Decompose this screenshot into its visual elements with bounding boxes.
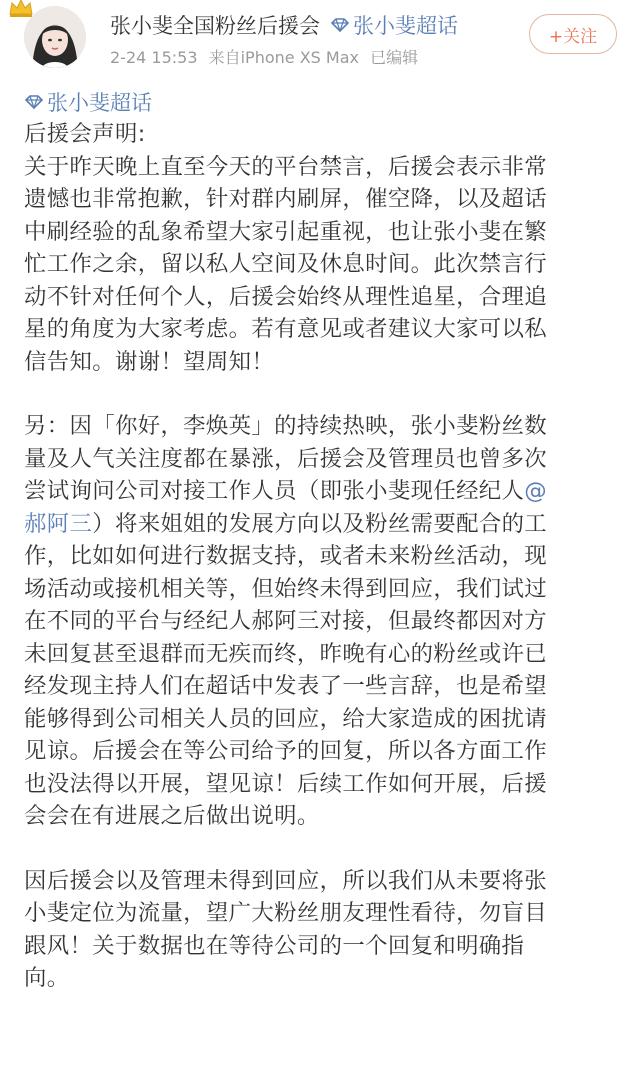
post-header xyxy=(0,0,640,82)
follow-button[interactable]: +关注 xyxy=(529,14,617,54)
paragraph-2-start: 另：因「你好，李焕英」的持续热映，张小斐粉丝数 量及人气关注度都在暴涨，后援会及管理员也曾多次 尝试询问公司对接工作人员（即张小斐现任经纪人 xyxy=(24,413,548,504)
timestamp: 2-24 15:53 xyxy=(110,48,198,67)
crown-icon xyxy=(8,0,34,18)
content-topic-tag[interactable] xyxy=(24,86,624,118)
header-topic-tag[interactable] xyxy=(330,10,458,40)
paragraph-3: 因后援会以及管理未得到回应，所以我们从未要将张 小斐定位为流量，望广大粉丝朋友理性看待，勿盲目 跟风！关于数据也在等待公司的一个回复和明确指 向。 xyxy=(24,867,548,991)
username[interactable]: 张小斐全国粉丝后援会 xyxy=(110,14,320,38)
post-heading: 后援会声明: xyxy=(24,121,146,147)
paragraph-1: 关于昨天晚上直至今天的平台禁言，后援会表示非常 遗憾也非常抱歉，针对群内刷屏，催空降，以及超话 中刷经验的乱象希望大家引起重视，也让张小斐在繁 忙工作之余，留以私人空间及休息时间。此次禁言行 动不针对任何个人，后援会始终从理性追星，合理追 星的角度为大家考虑。若有意见或者建议大家可以私 信告知。谢谢！望周知！ xyxy=(24,153,548,375)
mention-link[interactable]: @ 郝阿三 xyxy=(24,478,548,537)
paragraph-gap xyxy=(24,833,624,865)
paragraph-gap xyxy=(24,378,624,410)
user-line xyxy=(110,10,458,40)
post-content xyxy=(24,86,624,995)
header-topic-label: 张小斐超话 xyxy=(353,14,458,38)
paragraph-2-end: ）将来姐姐的发展方向以及粉丝需要配合的工 作，比如如何进行数据支持，或者未来粉丝活动，现 场活动或接机相关等，但始终未得到回应，我们试过 在不同的平台与经纪人郝阿三对接，但最终都因对方 未回复甚至退群而无疾而终，昨晚有心的粉丝或许已 经发现主持人们在超话中发表了一些言辞，也是希望 能够得到公司相关人员的回应，给大家造成的困扰请 见谅。后援会在等公司给予的回复，所以各方面工作 也没法得以开展，望见谅！后续工作如何开展，后援 会会在有进展之后做出说明。 xyxy=(24,510,548,829)
diamond-topic-icon xyxy=(330,18,350,32)
diamond-topic-icon xyxy=(24,95,44,109)
edited-label[interactable]: 已编辑 xyxy=(370,48,419,67)
source: 来自iPhone XS Max xyxy=(208,48,359,67)
paragraph-2 xyxy=(24,410,624,833)
post-meta xyxy=(110,45,424,68)
content-topic-label: 张小斐超话 xyxy=(47,91,152,115)
